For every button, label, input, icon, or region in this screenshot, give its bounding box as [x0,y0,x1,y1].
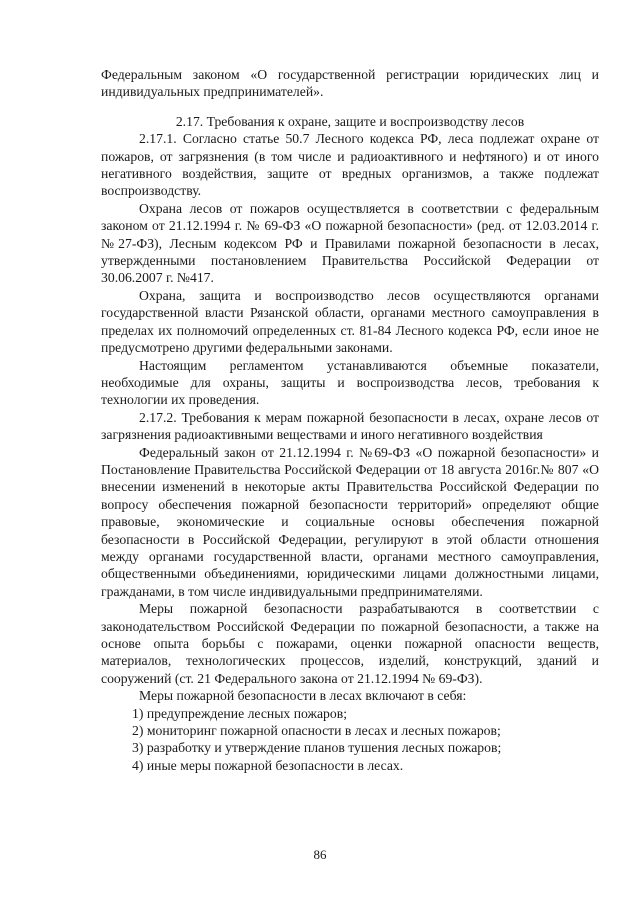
list-item: 4) иные меры пожарной безопасности в лесах. [132,757,404,773]
page-number: 86 [313,847,327,862]
paragraph-measures-intro: Меры пожарной безопасности в лесах включают в себя: [139,688,467,704]
section-heading-2-17: 2.17. Требования к охране, защите и воспроизводству лесов [175,113,525,129]
document-body [101,66,599,774]
paragraph-protection-bodies: Охрана, защита и воспроизводство лесов осуществляются органами государственной власти Рязанской области, органами местного самоуправления в пределах их полномочий определенных ст. 81-84 Лесного кодекса РФ, если иное не предусмотрено другими федеральными законами. [101,287,599,356]
paragraph-2-17-1: 2.17.1. Согласно статье 50.7 Лесного кодекса РФ, леса подлежат охране от пожаров, от загрязнения (в том числе и радиоактивного и нефтяного) и от иного негативного воздействия, защите от вредных организмов, а также подлежат воспроизводству. [101,131,599,199]
paragraph-federal-law: Федеральный закон от 21.12.1994 г. №69-ФЗ «О пожарной безопасности» и Постановление Правительства Российской Федерации от 18 августа 2016г.№ 807 «О внесении изменений в некоторые акты Правительства Российской Федерации по вопросу обеспечения пожарной безопасности территорий» определяют общие правовые, экономические и социальные основы обеспечения пожарной безопасности в Российской Федерации, регулируют в этой области отношения между органами государственной власти, органами местного самоуправления, общественными объединениями, юридическими лицами должностными лицами, гражданами, в том числе индивидуальными предпринимателями. [101,444,599,599]
list-item: 2) мониторинг пожарной опасности в лесах и лесных пожаров; [132,723,501,739]
paragraph-fire-protection: Охрана лесов от пожаров осуществляется в соответствии с федеральным законом от 21.12.1994 г. № 69-ФЗ «О пожарной безопасности» (ред. от 12.03.2014 г. №27-ФЗ), Лесным кодексом РФ и Правилами пожарной безопасности в лесах, утвержденными постановлением Правительства Российской Федерации от 30.06.2007 г. №417. [101,200,599,286]
paragraph-regulation: Настоящим регламентом устанавливаются объемные показатели, необходимые для охраны, защиты и воспроизводства лесов, требования к технологии их проведения. [101,357,599,408]
paragraph-fire-measures-basis: Меры пожарной безопасности разрабатываются в соответствии с законодательством Российской Федерации по пожарной безопасности, а также на основе опыта борьбы с пожарами, оценки пожарной опасности веществ, материалов, технологических процессов, изделий, конструкций, зданий и сооружений (ст. 21 Федерального закона от 21.12.1994 № 69-ФЗ). [101,601,599,686]
paragraph-registration-law: Федеральным законом «О государственной регистрации юридических лиц и индивидуальных предпринимателей». [101,67,599,100]
list-item: 3) разработку и утверждение планов тушения лесных пожаров; [132,740,502,756]
list-item: 1) предупреждение лесных пожаров; [132,705,348,721]
paragraph-2-17-2: 2.17.2. Требования к мерам пожарной безопасности в лесах, охране лесов от загрязнения радиоактивными веществами и иного негативного воздействия [101,409,599,443]
